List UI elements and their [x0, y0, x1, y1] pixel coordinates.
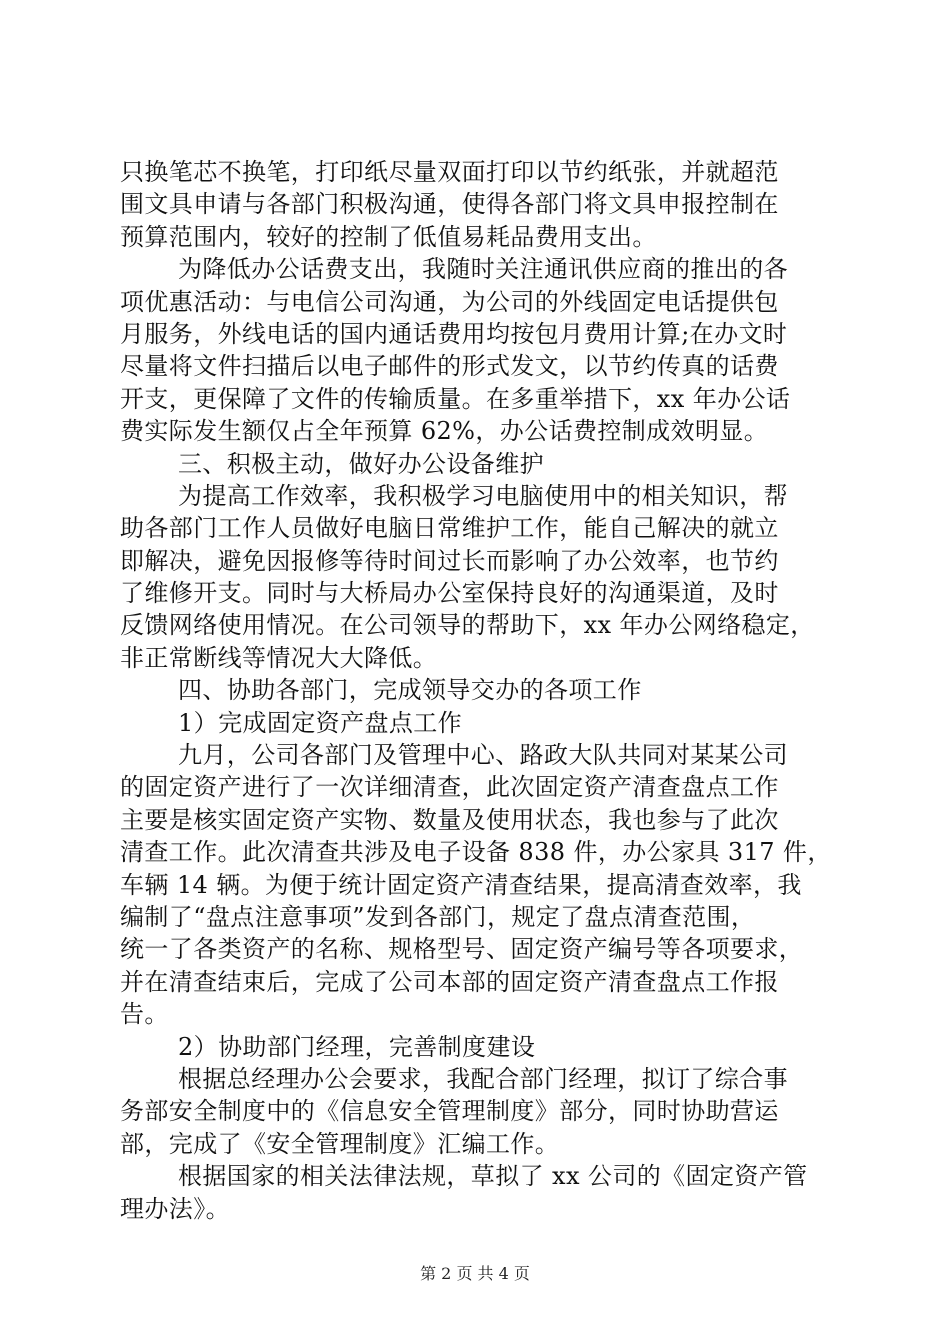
text-line: 了维修开支。同时与大桥局办公室保持良好的沟通渠道，及时 — [120, 579, 779, 608]
text-line: 告。 — [120, 1000, 169, 1029]
text-line: 部，完成了《安全管理制度》汇编工作。 — [120, 1129, 560, 1158]
paragraph-start-line: 为降低办公话费支出，我随时关注通讯供应商的推出的各 — [178, 255, 788, 284]
text-line: 项优惠活动：与电信公司沟通，为公司的外线固定电话提供包 — [120, 287, 779, 316]
text-line: 预算范围内，较好的控制了低值易耗品费用支出。 — [120, 222, 657, 251]
text-line: 费实际发生额仅占全年预算 62%，办公话费控制成效明显。 — [120, 417, 769, 446]
section-heading: 四、协助各部门，完成领导交办的各项工作 — [178, 676, 642, 705]
document-body — [120, 156, 840, 1225]
text-line: 统一了各类资产的名称、规格型号、固定资产编号等各项要求， — [120, 935, 804, 964]
text-line: 的固定资产进行了一次详细清查，此次固定资产清查盘点工作 — [120, 773, 779, 802]
paragraph-start-line: 根据总经理办公会要求，我配合部门经理，拟订了综合事 — [178, 1064, 788, 1093]
paragraph-start-line: 为提高工作效率，我积极学习电脑使用中的相关知识，帮 — [178, 481, 788, 510]
text-line: 务部安全制度中的《信息安全管理制度》部分，同时协助营运 — [120, 1097, 779, 1126]
text-line: 反馈网络使用情况。在公司领导的帮助下，xx 年办公网络稳定， — [120, 611, 815, 640]
text-line: 只换笔芯不换笔，打印纸尽量双面打印以节约纸张，并就超范 — [120, 158, 779, 186]
text-line: 清查工作。此次清查共涉及电子设备 838 件，办公家具 317 件， — [120, 838, 832, 867]
subsection-heading: 2）协助部门经理，完善制度建设 — [178, 1032, 536, 1061]
text-line: 围文具申请与各部门积极沟通，使得各部门将文具申报控制在 — [120, 190, 779, 219]
text-line: 即解决，避免因报修等待时间过长而影响了办公效率，也节约 — [120, 546, 779, 575]
text-line: 车辆 14 辆。为便于统计固定资产清查结果，提高清查效率，我 — [120, 870, 802, 899]
section-heading: 三、积极主动，做好办公设备维护 — [178, 449, 544, 478]
paragraph-start-line: 根据国家的相关法律法规，草拟了 xx 公司的《固定资产管 — [178, 1162, 808, 1191]
text-line: 主要是核实固定资产实物、数量及使用状态，我也参与了此次 — [120, 805, 779, 834]
text-line: 并在清查结束后，完成了公司本部的固定资产清查盘点工作报 — [120, 967, 779, 996]
text-line: 月服务，外线电话的国内通话费用均按包月费用计算;在办文时 — [120, 319, 788, 348]
page-number-footer: 第 2 页 共 4 页 — [420, 1264, 530, 1283]
text-line: 非正常断线等情况大大降低。 — [120, 643, 438, 672]
subsection-heading: 1）完成固定资产盘点工作 — [178, 708, 463, 737]
text-line: 编制了“盘点注意事项”发到各部门，规定了盘点清查范围， — [120, 902, 756, 931]
text-line: 尽量将文件扫描后以电子邮件的形式发文，以节约传真的话费 — [120, 352, 779, 381]
paragraph-start-line: 九月，公司各部门及管理中心、路政大队共同对某某公司 — [178, 741, 788, 770]
text-line: 助各部门工作人员做好电脑日常维护工作，能自己解决的就立 — [120, 514, 779, 543]
text-line: 开支，更保障了文件的传输质量。在多重举措下，xx 年办公话 — [120, 384, 791, 413]
text-line: 理办法》。 — [120, 1194, 230, 1223]
